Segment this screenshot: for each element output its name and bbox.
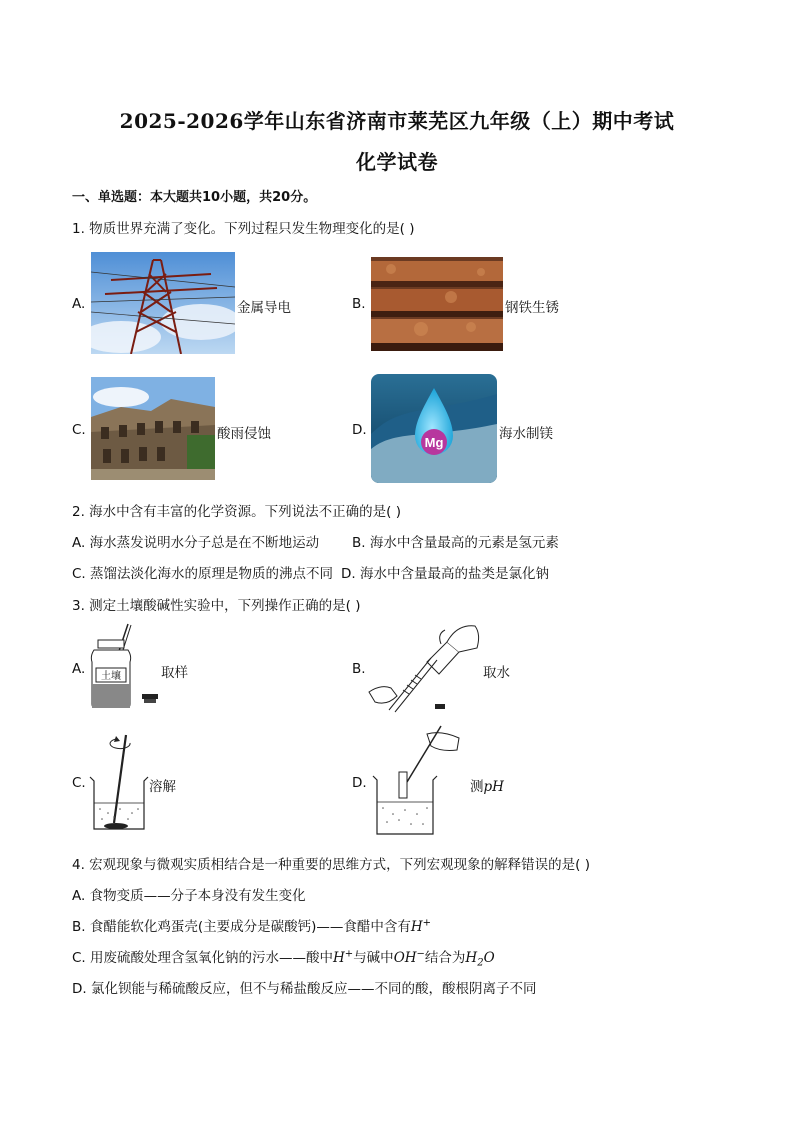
q4-option-b-ion: H [410, 919, 423, 935]
q3-stem: 3. 测定土壤酸碱性实验中，下列操作正确的是( ) [72, 598, 361, 614]
q4-option-c-sup1: + [344, 948, 354, 960]
q4-option-c-mol-sub: 2 [477, 957, 484, 969]
power-tower-image [91, 252, 235, 354]
mg-label: Mg [424, 435, 444, 450]
q2-option-c: C. 蒸馏法淡化海水的原理是物质的沸点不同 [72, 566, 334, 582]
q1-option-b-letter: B. [352, 296, 366, 312]
q3-option-c-text: 溶解 [149, 779, 176, 795]
q1-option-b-text: 钢铁生锈 [505, 300, 559, 316]
soil-jar-image [86, 622, 162, 708]
q1-option-d-letter: D. [352, 422, 367, 438]
page-subtitle: 化学试卷 [356, 150, 438, 174]
q4-option-a: A. 食物变质——分子本身没有发生变化 [72, 888, 306, 904]
q2-stem: 2. 海水中含有丰富的化学资源。下列说法不正确的是( ) [72, 504, 401, 520]
section-desc: 本大题共10小题，共20分。 [150, 190, 317, 205]
pour-water-image [367, 614, 483, 718]
q3-option-b-text: 取水 [483, 665, 510, 681]
q3-option-d-ph: pH [483, 779, 504, 795]
q4-option-c-text3: 结合为 [424, 950, 466, 966]
q3-option-d-letter: D. [352, 775, 367, 791]
q3-option-c-letter: C. [72, 775, 86, 791]
q1-option-d-text: 海水制镁 [499, 426, 553, 442]
q3-option-d-text-main: 测 [470, 779, 484, 795]
q2-option-a: A. 海水蒸发说明水分子总是在不断地运动 [72, 535, 320, 551]
section-prefix: 一、单选题： [72, 190, 151, 205]
q2-option-d: D. 海水中含量最高的盐类是氯化钠 [341, 566, 549, 582]
q4-option-b-sup: + [422, 917, 432, 929]
page-title: 2025-2026学年山东省济南市莱芜区九年级（上）期中考试 [119, 109, 675, 133]
q4-option-b [72, 915, 431, 935]
acid-rain-building-image [91, 377, 215, 480]
soil-jar-label: 土壤 [101, 671, 121, 682]
q4-option-c-text1: C. 用废硫酸处理含氢氧化钠的污水——酸中 [72, 950, 334, 966]
q4-stem: 4. 宏观现象与微观实质相结合是一种重要的思维方式，下列宏观现象的解释错误的是( ) [72, 857, 590, 873]
q1-option-a-text: 金属导电 [237, 300, 291, 316]
q3-option-b-letter: B. [352, 661, 366, 677]
q1-option-c-text: 酸雨侵蚀 [217, 426, 271, 442]
rusty-steel-image [371, 257, 503, 351]
stirring-beaker-image [86, 733, 152, 833]
q4-option-c-ion1: H [333, 950, 345, 966]
q4-option-c [72, 946, 495, 969]
section-header [72, 186, 316, 205]
ph-test-beaker-image [371, 722, 463, 838]
q1-option-c-letter: C. [72, 422, 86, 438]
q1-stem: 1. 物质世界充满了变化。下列过程只发生物理变化的是( ) [72, 221, 415, 237]
q4-option-c-mol-o: O [483, 950, 495, 966]
q4-option-d: D. 氯化钡能与稀硫酸反应，但不与稀盐酸反应——不同的酸，酸根阴离子不同 [72, 981, 537, 997]
q3-option-a-letter: A. [72, 661, 86, 677]
q4-option-b-text: B. 食醋能软化鸡蛋壳(主要成分是碳酸钙)——食醋中含有 [72, 919, 411, 935]
q1-option-a-letter: A. [72, 296, 86, 312]
seawater-mg-image [371, 374, 497, 483]
q4-option-c-ion2: OH [393, 950, 417, 966]
q2-option-b: B. 海水中含量最高的元素是氢元素 [352, 535, 559, 551]
q3-option-a-text: 取样 [161, 665, 188, 681]
q4-option-c-mol-h: H [465, 950, 478, 966]
q3-option-d-text [470, 775, 504, 795]
q4-option-c-sup2: − [416, 948, 425, 960]
q4-option-c-text2: 与碱中 [353, 950, 394, 966]
